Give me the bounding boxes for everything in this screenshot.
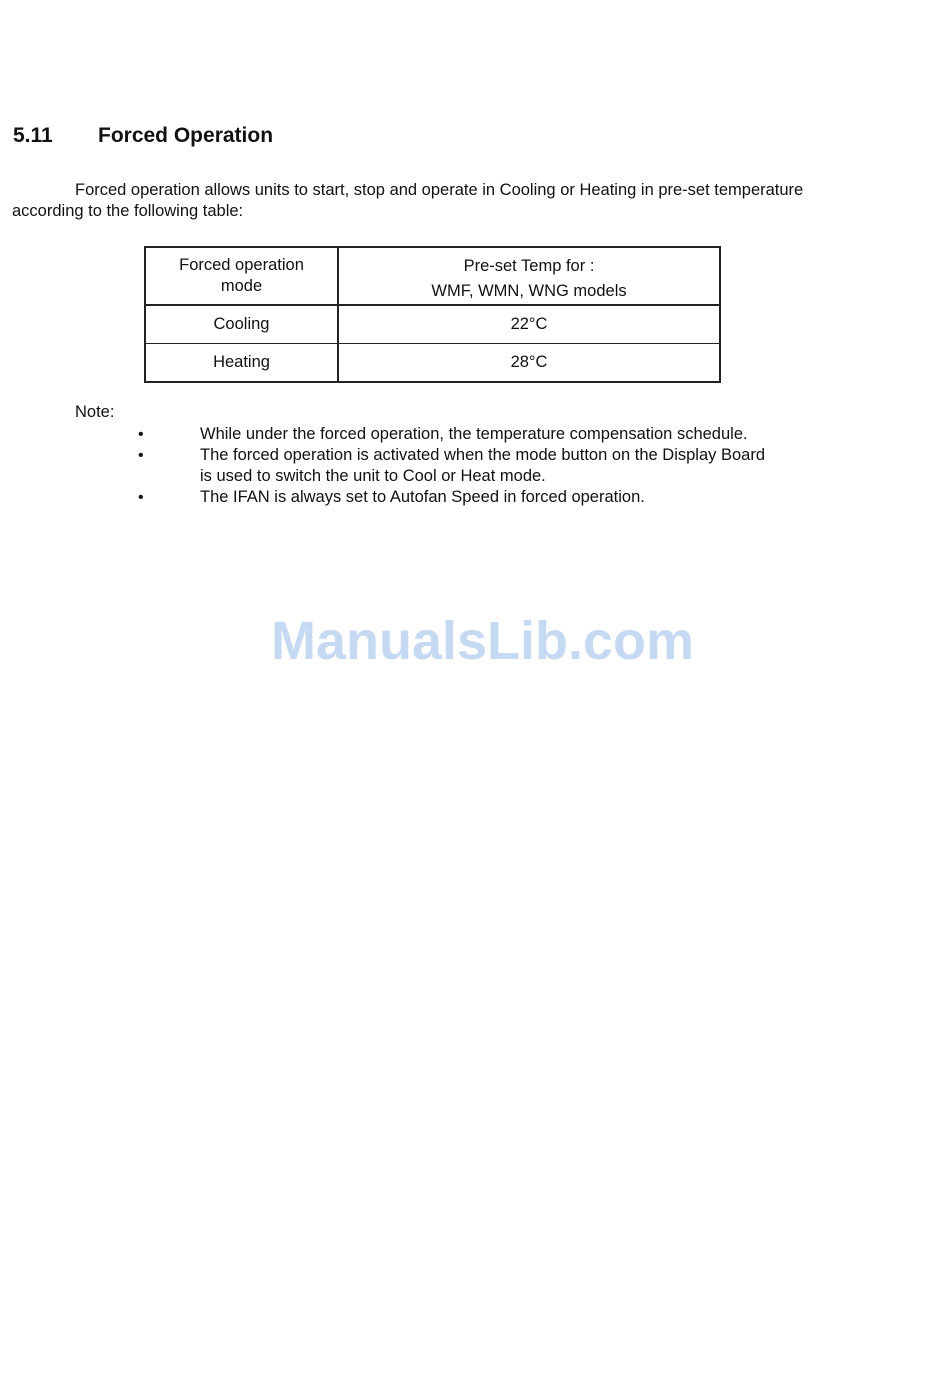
note-item (0, 445, 770, 487)
table-header-row (145, 247, 720, 305)
table-row (145, 344, 720, 383)
section-number: 5.11 (13, 124, 53, 147)
bullet-icon: • (138, 447, 144, 464)
bullet-icon: • (138, 489, 144, 506)
temp-cell: 28°C (338, 344, 720, 383)
mode-cell: Heating (145, 344, 338, 383)
intro-paragraph: Forced operation allows units to start, stop and operate in Cooling or Heating in pre-set temperature according to the following table: (12, 181, 804, 220)
note-text: The forced operation is activated when the mode button on the Display Board is used to switch the unit to Cool or Heat mode. (200, 446, 766, 485)
section-heading (13, 124, 273, 148)
note-list (0, 424, 950, 508)
note-item (0, 424, 770, 445)
header-temp-line-2: WMF, WMN, WNG models (431, 281, 627, 300)
bullet-icon: • (138, 426, 144, 443)
table-row (145, 305, 720, 344)
section-title: Forced Operation (98, 124, 274, 147)
temp-cell: 22°C (338, 305, 720, 344)
header-cell-mode (145, 247, 338, 305)
note-text: While under the forced operation, the temperature compensation schedule. (200, 425, 748, 443)
note-item (0, 487, 770, 508)
header-mode-line-1: Forced operation (179, 256, 304, 274)
header-cell-temp (338, 247, 720, 305)
forced-operation-table (144, 246, 721, 383)
mode-cell: Cooling (145, 305, 338, 344)
watermark: ManualsLib.com (270, 611, 695, 671)
header-mode-line-2: mode (220, 277, 263, 295)
header-temp-line-1: Pre-set Temp for : (463, 256, 595, 275)
note-text: The IFAN is always set to Autofan Speed in forced operation. (200, 488, 645, 506)
note-label: Note: (75, 403, 115, 421)
